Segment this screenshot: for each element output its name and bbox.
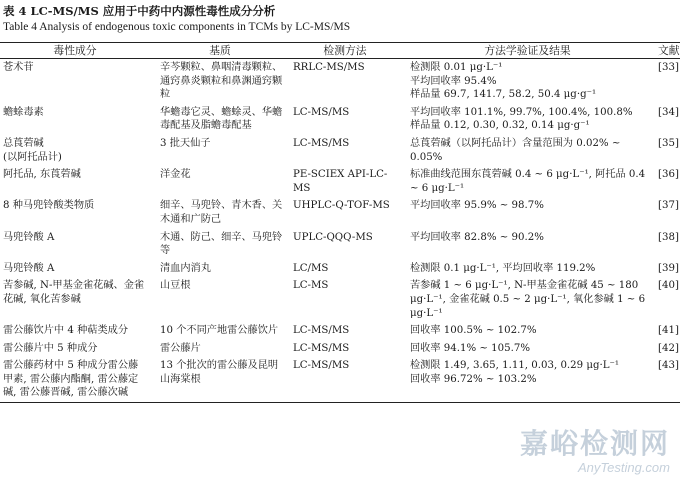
- table-row: [0, 104, 680, 135]
- cell-component: 8 种马兜铃酸类物质: [3, 200, 95, 212]
- table-header-row: [0, 43, 680, 59]
- cell-matrix: 10 个不同产地雷公藤饮片: [160, 325, 279, 337]
- cell-result: 回收率 94.1% ~ 105.7%: [410, 342, 531, 354]
- cell-matrix: 华蟾毒它灵、蟾蜍灵、华蟾毒配基及脂蟾毒配基: [160, 106, 283, 132]
- cell-result: 总莨菪碱（以阿托品计）含量范围为 0.02% ~ 0.05%: [410, 137, 621, 163]
- cell-matrix: 细辛、马兜铃、青木香、关木通和广防己: [160, 200, 283, 225]
- table-row: [0, 277, 680, 322]
- cell-component: 雷公藤饮片中 4 种萜类成分: [3, 325, 129, 337]
- cell-matrix: 洋金花: [160, 169, 191, 181]
- table-row: [0, 260, 680, 278]
- header-result: 方法学验证及结果: [400, 43, 655, 59]
- watermark-en: AnyTesting.com: [577, 460, 670, 475]
- cell-ref: [33]: [658, 62, 679, 73]
- cell-ref: [37]: [658, 200, 679, 212]
- cell-matrix: 3 批天仙子: [160, 137, 211, 149]
- cell-ref: [42]: [658, 342, 679, 354]
- cell-method: LC/MS: [293, 262, 329, 274]
- cell-method: LC-MS/MS: [293, 106, 350, 118]
- table-row: [0, 59, 680, 104]
- table-row: [0, 340, 680, 358]
- cell-ref: [35]: [658, 137, 679, 149]
- cell-method: LC-MS: [293, 280, 329, 292]
- table-row: [0, 166, 680, 197]
- watermark: [520, 422, 670, 475]
- table-row: [0, 197, 680, 228]
- cell-component: 阿托品, 东莨菪碱: [3, 169, 81, 181]
- table-row: [0, 322, 680, 340]
- header-ref: 文献: [655, 43, 680, 59]
- cell-matrix: 木通、防己、细辛、马兜铃等: [160, 231, 283, 257]
- cell-matrix: 辛芩颗粒、鼻咽清毒颗粒、通窍鼻炎颗粒和鼻渊通窍颗粒: [160, 62, 283, 101]
- header-matrix: 基质: [150, 43, 290, 59]
- table-caption-zh: 表 4 LC-MS/MS 应用于中药中内源性毒性成分分析: [3, 4, 276, 18]
- cell-component: 马兜铃酸 A: [3, 262, 55, 274]
- cell-component: 苦参碱, N-甲基金雀花碱、金雀花碱, 氧化苦参碱: [3, 280, 145, 305]
- toxic-components-table: [0, 42, 680, 403]
- table-caption-en: Table 4 Analysis of endogenous toxic components in TCMs by LC-MS/MS: [3, 21, 351, 33]
- cell-component: 雷公藤药材中 5 种成分雷公藤甲素, 雷公藤内酯酮, 雷公藤定碱, 雷公藤晋碱, 雷公藤次碱: [0, 357, 150, 402]
- cell-ref: [41]: [658, 325, 679, 337]
- table-row: [0, 135, 680, 166]
- watermark-cn: 嘉峪检测网: [519, 427, 670, 460]
- cell-ref: [39]: [658, 262, 679, 274]
- cell-method: LC-MS/MS: [293, 342, 350, 354]
- cell-result: 平均回收率 95.9% ~ 98.7%: [410, 200, 544, 212]
- cell-result: 检测限 0.01 μg·L⁻¹ 平均回收率 95.4% 样品量 69.7, 141.7, 58.2, 50.4 μg·g⁻¹: [410, 62, 597, 101]
- cell-matrix: 山豆根: [160, 280, 191, 292]
- cell-result: 检测限 1.49, 3.65, 1.11, 0.03, 0.29 μg·L⁻¹ 回收率 96.72% ~ 103.2%: [400, 357, 655, 402]
- cell-method: LC-MS/MS: [293, 137, 350, 149]
- cell-result: 标准曲线范围东莨菪碱 0.4 ~ 6 μg·L⁻¹, 阿托品 0.4 ~ 6 μg·L⁻¹: [410, 169, 646, 194]
- cell-result: 回收率 100.5% ~ 102.7%: [410, 325, 537, 337]
- cell-component: 蟾蜍毒素: [3, 106, 44, 118]
- cell-ref: [40]: [658, 280, 679, 292]
- cell-method: RRLC-MS/MS: [293, 62, 365, 73]
- cell-result: 检测限 0.1 μg·L⁻¹, 平均回收率 119.2%: [410, 262, 596, 274]
- cell-method: UHPLC-Q-TOF-MS: [293, 200, 390, 212]
- header-component: 毒性成分: [0, 43, 150, 59]
- cell-component: 总莨菪碱 (以阿托品计): [3, 137, 62, 163]
- cell-component: 雷公藤片中 5 种成分: [3, 342, 98, 354]
- cell-result: 苦参碱 1 ~ 6 μg·L⁻¹, N-甲基金雀花碱 45 ~ 180 μg·L⁻¹, 金雀花碱 0.5 ~ 2 μg·L⁻¹, 氧化参碱 1 ~ 6 μg·L⁻¹: [410, 280, 646, 319]
- cell-ref: [34]: [658, 106, 679, 118]
- cell-method: PE-SCIEX API-LC-MS: [293, 169, 388, 194]
- cell-matrix: 清血内消丸: [160, 262, 211, 274]
- cell-component: 苍术苷: [3, 62, 34, 73]
- cell-ref: [43]: [655, 357, 680, 402]
- table-row: [0, 357, 680, 402]
- cell-method: LC-MS/MS: [293, 325, 350, 337]
- cell-component: 马兜铃酸 A: [3, 231, 55, 243]
- table-row: [0, 229, 680, 260]
- cell-ref: [38]: [658, 231, 679, 243]
- cell-method: UPLC-QQQ-MS: [293, 231, 373, 243]
- cell-method: LC-MS/MS: [290, 357, 400, 402]
- cell-matrix: 13 个批次的雷公藤及昆明山海棠根: [150, 357, 290, 402]
- cell-result: 平均回收率 101.1%, 99.7%, 100.4%, 100.8% 样品量 0.12, 0.30, 0.32, 0.14 μg·g⁻¹: [410, 106, 633, 132]
- cell-result: 平均回收率 82.8% ~ 90.2%: [410, 231, 544, 243]
- cell-matrix: 雷公藤片: [160, 342, 201, 354]
- header-method: 检测方法: [290, 43, 400, 59]
- cell-ref: [36]: [658, 169, 679, 181]
